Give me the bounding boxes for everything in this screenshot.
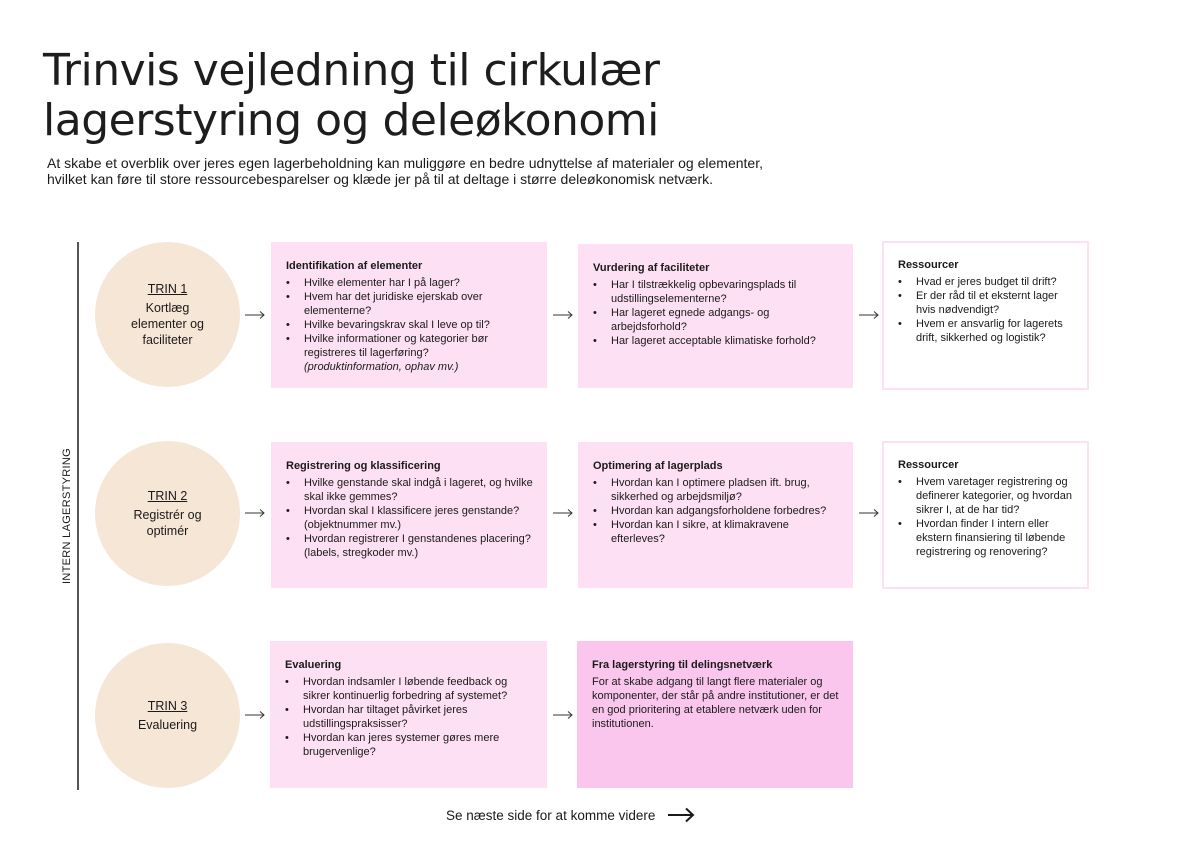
title-line-2: lagerstyring og deleøkonomi: [43, 95, 659, 146]
box-title: Vurdering af faciliteter: [593, 262, 710, 274]
list-item-text: Hvilke informationer og kategorier bør registreres til lagerføring?: [304, 333, 489, 359]
question-list: [285, 675, 533, 759]
step-1-number: TRIN 1: [147, 282, 188, 296]
next-page-text: Se næste side for at komme videre: [446, 807, 656, 823]
step-1-box-identification: [271, 242, 547, 388]
list-item: • Hvilke bevaringskrav skal I leve op til?: [286, 318, 533, 332]
list-item: • Er der råd til et eksternt lager hvis nødvendigt?: [898, 289, 1074, 317]
list-item: • Hvilke elementer har I på lager?: [286, 276, 533, 290]
long-arrow-right-icon: [667, 807, 695, 823]
step-1-box-resources: [882, 241, 1089, 390]
list-item: • Hvordan kan adgangsforholdene forbedres?: [593, 504, 839, 518]
step-3-description: Evaluering: [137, 718, 198, 732]
arrow-right-icon: [553, 311, 573, 319]
list-item: • Hvem varetager registrering og definerer kategorier, og hvordan sikrer I, at de har tid?: [898, 475, 1074, 517]
timeline-line: [77, 242, 79, 790]
list-item: • Hvordan indsamler I løbende feedback og sikrer kontinuerlig forbedring af systemet?: [285, 675, 533, 703]
step-3-circle: [95, 643, 240, 788]
next-page-link[interactable]: [446, 807, 695, 823]
arrow-right-icon: [859, 311, 879, 319]
step-1-box-facilities: [578, 244, 853, 388]
box-body: For at skabe adgang til langt flere materialer og komponenter, der står på andre institutioner, er det en god prioritering at etablere netværk uden for institutionen.: [592, 676, 839, 730]
list-item: • Hvordan kan jeres systemer gøres mere brugervenlige?: [285, 731, 533, 759]
box-title: Ressourcer: [898, 259, 959, 271]
list-item-note: (produktinformation, ophav mv.): [304, 361, 459, 373]
list-item: • Hvem er ansvarlig for lagerets drift, sikkerhed og logistik?: [898, 317, 1074, 345]
arrow-right-icon: [245, 711, 265, 719]
page-title: [43, 46, 659, 146]
box-title: Fra lagerstyring til delingsnetværk: [592, 659, 773, 671]
question-list: [593, 278, 839, 348]
list-item: • Hvem har det juridiske ejerskab over elementerne?: [286, 290, 533, 318]
step-2-circle: [95, 441, 240, 586]
list-item: [286, 332, 533, 374]
question-list: [593, 476, 839, 546]
intro-line-2: hvilket kan føre til store ressourcebesparelser og klæde jer på til at deltage i større deleøkonomisk netværk.: [47, 171, 714, 187]
arrow-right-icon: [859, 509, 879, 517]
question-list: [286, 276, 533, 374]
step-3-number: TRIN 3: [147, 699, 188, 713]
list-item: • Hvordan skal I klassificere jeres genstande? (objektnummer mv.): [286, 504, 533, 532]
arrow-right-icon: [245, 311, 265, 319]
intro-text: [47, 155, 867, 187]
question-list: [898, 475, 1074, 559]
step-2-description: Registrér og optimér: [133, 508, 202, 538]
intro-line-1: At skabe et overblik over jeres egen lagerbeholdning kan muliggøre en bedre udnyttelse af materialer og elementer,: [47, 155, 763, 171]
question-list: [286, 476, 533, 560]
list-item: • Hvad er jeres budget til drift?: [898, 275, 1074, 289]
box-title: Optimering af lagerplads: [593, 460, 723, 472]
step-3-box-evaluation: [270, 641, 547, 788]
list-item: • Hvordan registrerer I genstandenes placering? (labels, stregkoder mv.): [286, 532, 533, 560]
arrow-right-icon: [245, 509, 265, 517]
step-3-box-network: [577, 641, 853, 788]
arrow-right-icon: [553, 509, 573, 517]
step-2-box-optimization: [578, 442, 853, 588]
arrow-right-icon: [553, 711, 573, 719]
step-1-description: Kortlæg elementer og faciliteter: [131, 301, 204, 347]
step-2-number: TRIN 2: [147, 489, 188, 503]
list-item: • Hvordan kan I sikre, at klimakravene efterleves?: [593, 518, 839, 546]
title-line-1: Trinvis vejledning til cirkulær: [43, 45, 660, 96]
side-label: INTERN LAGERSTYRING: [61, 448, 73, 584]
list-item: • Har I tilstrækkelig opbevaringsplads til udstillingselementerne?: [593, 278, 839, 306]
step-2-box-registration: [271, 442, 547, 588]
box-title: Registrering og klassificering: [286, 460, 441, 472]
box-title: Evaluering: [285, 659, 342, 671]
list-item: • Har lageret egnede adgangs- og arbejdsforhold?: [593, 306, 839, 334]
step-2-box-resources: [882, 441, 1089, 589]
list-item: • Har lageret acceptable klimatiske forhold?: [593, 334, 839, 348]
list-item: • Hvordan kan I optimere pladsen ift. brug, sikkerhed og arbejdsmiljø?: [593, 476, 839, 504]
box-title: Ressourcer: [898, 459, 959, 471]
box-title: Identifikation af elementer: [286, 260, 423, 272]
step-1-circle: [95, 242, 240, 387]
question-list: [898, 275, 1074, 345]
list-item: • Hvilke genstande skal indgå i lageret, og hvilke skal ikke gemmes?: [286, 476, 533, 504]
list-item: • Hvordan har tiltaget påvirket jeres udstillingspraksisser?: [285, 703, 533, 731]
list-item: • Hvordan finder I intern eller ekstern finansiering til løbende registrering og renovering?: [898, 517, 1074, 559]
